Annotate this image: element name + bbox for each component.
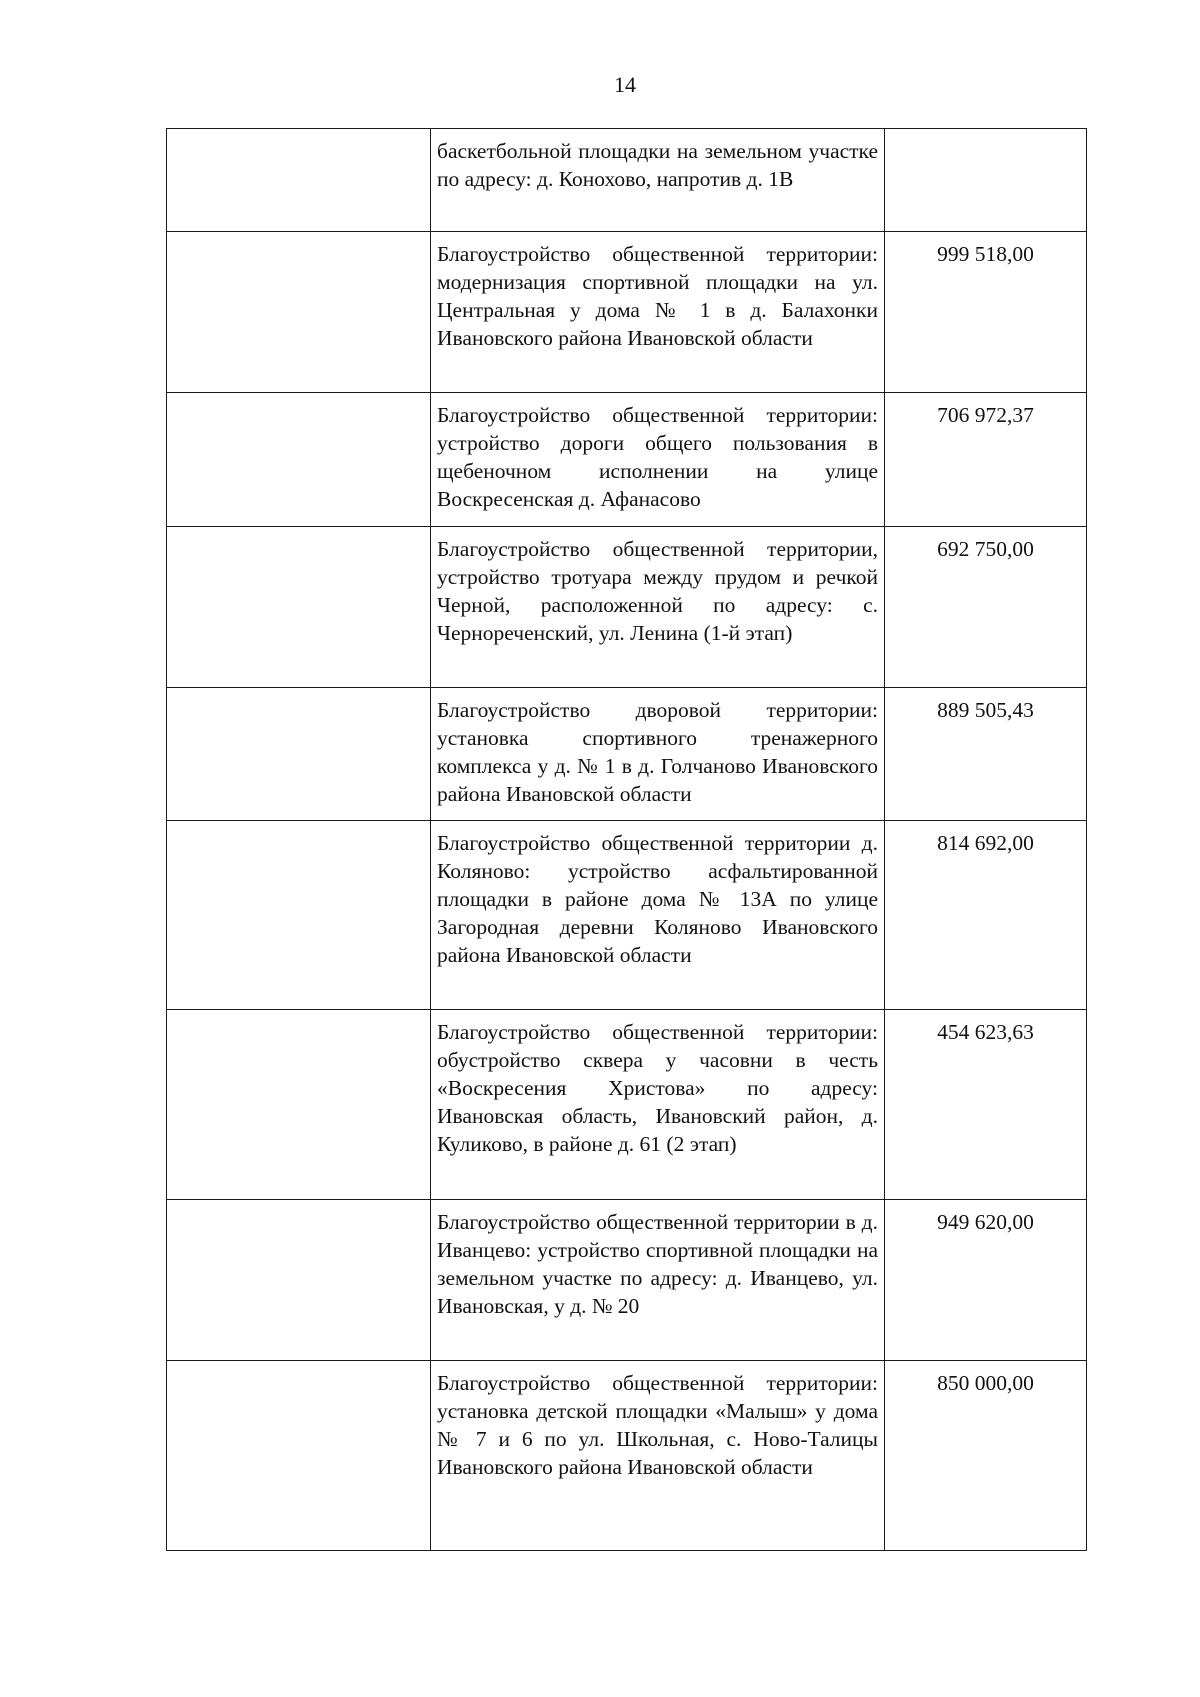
description-cell: Благоустройство общественной территории, устройство тротуара между прудом и речкой Черной, расположенной по адресу: с. Чернореченский, ул. Ленина (1-й этап): [431, 527, 885, 688]
amount-cell: 949 620,00: [885, 1200, 1087, 1361]
left-cell: [167, 129, 431, 232]
table-row: [167, 821, 1087, 1010]
left-cell: [167, 1010, 431, 1200]
table-row: [167, 129, 1087, 232]
description-cell: Благоустройство дворовой территории: установка спортивного тренажерного комплекса у д. № 1 в д. Голчаново Ивановского района Ивановской области: [431, 688, 885, 821]
description-cell: Благоустройство общественной территории: обустройство сквера у часовни в честь «Воскресения Христова» по адресу: Ивановская область, Ивановский район, д. Куликово, в районе д. 61 (2 этап): [431, 1010, 885, 1200]
left-cell: [167, 393, 431, 527]
amount-cell: 706 972,37: [885, 393, 1087, 527]
table-row: [167, 232, 1087, 393]
amount-cell: [885, 129, 1087, 232]
amount-cell: 889 505,43: [885, 688, 1087, 821]
page-number: 14: [614, 72, 636, 97]
description-cell: Благоустройство общественной территории д. Коляново: устройство асфальтированной площадки в районе дома № 13А по улице Загородная деревни Коляново Ивановского района Ивановской области: [431, 821, 885, 1010]
left-cell: [167, 1200, 431, 1361]
amount-cell: 814 692,00: [885, 821, 1087, 1010]
left-cell: [167, 688, 431, 821]
table-row: [167, 688, 1087, 821]
left-cell: [167, 821, 431, 1010]
table-row: [167, 1010, 1087, 1200]
amount-cell: 850 000,00: [885, 1361, 1087, 1551]
projects-table: [166, 128, 1087, 1551]
description-cell: Благоустройство общественной территории: устройство дороги общего пользования в щебеночном исполнении на улице Воскресенская д. Афанасово: [431, 393, 885, 527]
left-cell: [167, 1361, 431, 1551]
left-cell: [167, 527, 431, 688]
description-cell: Благоустройство общественной территории в д. Иванцево: устройство спортивной площадки на земельном участке по адресу: д. Иванцево, ул. Ивановская, у д. № 20: [431, 1200, 885, 1361]
amount-cell: 454 623,63: [885, 1010, 1087, 1200]
amount-cell: 692 750,00: [885, 527, 1087, 688]
table-row: [167, 1361, 1087, 1551]
description-cell: Благоустройство общественной территории: модернизация спортивной площадки на ул. Центральная у дома № 1 в д. Балахонки Ивановского района Ивановской области: [431, 232, 885, 393]
description-cell: Благоустройство общественной территории: установка детской площадки «Малыш» у дома № 7 и 6 по ул. Школьная, с. Ново-Талицы Ивановского района Ивановской области: [431, 1361, 885, 1551]
left-cell: [167, 232, 431, 393]
amount-cell: 999 518,00: [885, 232, 1087, 393]
table-row: [167, 1200, 1087, 1361]
table-row: [167, 393, 1087, 527]
description-cell: баскетбольной площадки на земельном участке по адресу: д. Конохово, напротив д. 1В: [431, 129, 885, 232]
table-row: [167, 527, 1087, 688]
